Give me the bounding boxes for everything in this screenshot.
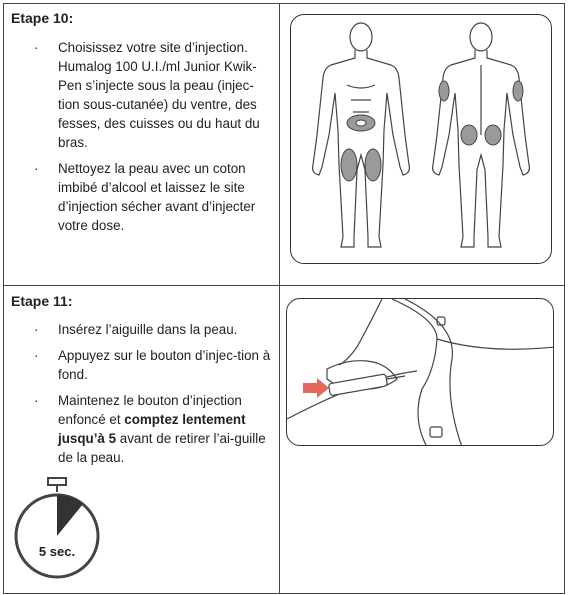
- waistband-outline: [392, 299, 437, 446]
- step11-figure-cell: [280, 286, 565, 595]
- step11-bullet-2: [24, 346, 274, 384]
- bullet-dot: ·: [34, 348, 39, 363]
- step11-bullet-1: [24, 320, 274, 339]
- body-injection-sites-figure: [290, 14, 552, 264]
- step11-bullet-3-pre: Maintenez le bouton d’injection enfoncé et: [58, 393, 242, 427]
- step10-figure-cell: [280, 4, 565, 285]
- step11-bullet-3-bold: comptez lentement jusqu’à 5: [58, 412, 246, 446]
- front-body-outline: [313, 50, 410, 247]
- step10-title: Etape 10:: [11, 10, 74, 26]
- stopwatch-label: 5 sec.: [38, 544, 76, 559]
- right-buttock-site-icon: [485, 125, 501, 145]
- waistband-inner: [405, 299, 462, 446]
- navel-icon: [356, 120, 366, 126]
- injection-illustration-figure: [286, 298, 554, 446]
- pen-injection-drawing: [287, 299, 554, 446]
- step10-bullet-2-text: Nettoyez la peau avec un coton imbibé d’alcool et laissez le site d’injection sécher avant d’injecter votre dose.: [58, 161, 256, 233]
- left-upper-arm-site-icon: [439, 81, 449, 101]
- step10-bullet-1: [24, 38, 274, 152]
- bullet-dot: ·: [34, 322, 39, 337]
- stopwatch-icon: [12, 476, 102, 588]
- left-buttock-site-icon: [461, 125, 477, 145]
- push-arrow-icon: [303, 378, 329, 398]
- stopwatch-crown: [48, 478, 66, 485]
- step11-title: Etape 11:: [11, 293, 73, 309]
- button-hole-bottom: [430, 427, 442, 437]
- hand-contour-top: [339, 299, 382, 365]
- arm-outline: [437, 339, 554, 349]
- right-upper-arm-site-icon: [513, 81, 523, 101]
- bullet-dot: ·: [34, 161, 39, 176]
- skin-line: [287, 371, 417, 419]
- step10-bullet-2: [24, 159, 274, 235]
- step11-bullet-3: [24, 391, 274, 467]
- step11-bullet-2-text: Appuyez sur le bouton d’injec-tion à fond.: [58, 348, 271, 382]
- step11-bullet-list: [24, 320, 274, 474]
- left-thigh-site-icon: [341, 149, 357, 181]
- back-head-icon: [470, 23, 492, 51]
- step11-text-cell: [4, 286, 279, 595]
- step10-text-cell: [4, 4, 279, 285]
- front-torso-lines: [347, 85, 375, 112]
- step10-bullet-list: [24, 38, 274, 242]
- instruction-table: [3, 3, 565, 594]
- right-thigh-site-icon: [365, 149, 381, 181]
- step10-bullet-1-text: Choisissez votre site d’injection. Humalog 100 U.I./ml Junior Kwik-Pen s’injecte sous la peau (injec-tion sous-cutanée) du ventre, des fesses, des cuisses ou du haut du bras.: [58, 40, 260, 150]
- bullet-dot: ·: [34, 393, 39, 408]
- injection-pen-icon: [328, 374, 405, 396]
- body-diagram: [291, 15, 552, 264]
- bullet-dot: ·: [34, 40, 39, 55]
- step11-bullet-1-text: Insérez l’aiguille dans la peau.: [58, 322, 238, 337]
- step11-bullet-3-post: avant de retirer l’ai-guille de la peau.: [58, 431, 266, 465]
- front-head-icon: [350, 23, 372, 51]
